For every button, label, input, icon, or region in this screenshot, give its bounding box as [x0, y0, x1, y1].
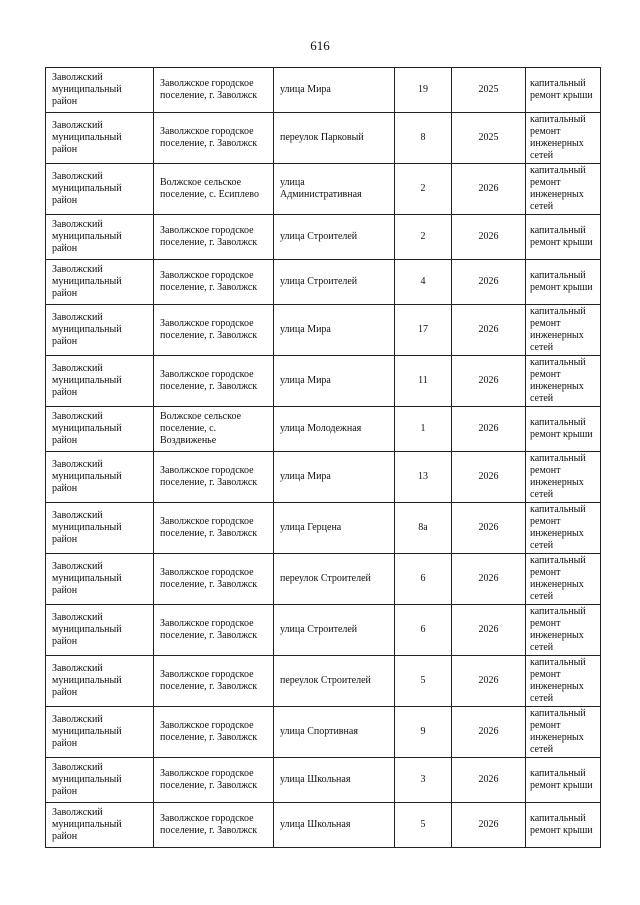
- street-cell: улица Школьная: [274, 803, 395, 848]
- settlement-cell: Заволжское городское поселение, г. Заволжск: [154, 260, 274, 305]
- street-cell: улица Мира: [274, 305, 395, 356]
- district-cell: Заволжский муниципальный район: [46, 215, 154, 260]
- district-cell: Заволжский муниципальный район: [46, 452, 154, 503]
- year-cell: 2026: [452, 215, 526, 260]
- district-cell: Заволжский муниципальный район: [46, 260, 154, 305]
- year-cell: 2026: [452, 407, 526, 452]
- table-row: [46, 605, 601, 656]
- settlement-cell: Заволжское городское поселение, г. Заволжск: [154, 803, 274, 848]
- district-cell: Заволжский муниципальный район: [46, 758, 154, 803]
- settlement-cell: Заволжское городское поселение, г. Заволжск: [154, 656, 274, 707]
- district-cell: Заволжский муниципальный район: [46, 68, 154, 113]
- work-type-cell: капитальный ремонт инженерных сетей: [526, 164, 601, 215]
- table-row: [46, 305, 601, 356]
- district-cell: Заволжский муниципальный район: [46, 656, 154, 707]
- work-type-cell: капитальный ремонт инженерных сетей: [526, 305, 601, 356]
- settlement-cell: Заволжское городское поселение, г. Заволжск: [154, 554, 274, 605]
- settlement-cell: Заволжское городское поселение, г. Заволжск: [154, 758, 274, 803]
- work-type-cell: капитальный ремонт крыши: [526, 260, 601, 305]
- work-type-cell: капитальный ремонт инженерных сетей: [526, 113, 601, 164]
- table-row: [46, 68, 601, 113]
- street-cell: улица Строителей: [274, 260, 395, 305]
- district-cell: Заволжский муниципальный район: [46, 803, 154, 848]
- work-type-cell: капитальный ремонт инженерных сетей: [526, 707, 601, 758]
- table-row: [46, 452, 601, 503]
- year-cell: 2026: [452, 305, 526, 356]
- table-row: [46, 758, 601, 803]
- table-row: [46, 707, 601, 758]
- house-number-cell: 4: [395, 260, 452, 305]
- district-cell: Заволжский муниципальный район: [46, 164, 154, 215]
- year-cell: 2025: [452, 113, 526, 164]
- district-cell: Заволжский муниципальный район: [46, 503, 154, 554]
- street-cell: улица Административная: [274, 164, 395, 215]
- work-type-cell: капитальный ремонт крыши: [526, 215, 601, 260]
- district-cell: Заволжский муниципальный район: [46, 407, 154, 452]
- year-cell: 2026: [452, 260, 526, 305]
- table-body: [46, 68, 601, 848]
- settlement-cell: Заволжское городское поселение, г. Заволжск: [154, 305, 274, 356]
- house-number-cell: 1: [395, 407, 452, 452]
- street-cell: переулок Строителей: [274, 656, 395, 707]
- district-cell: Заволжский муниципальный район: [46, 707, 154, 758]
- house-number-cell: 19: [395, 68, 452, 113]
- street-cell: улица Мира: [274, 356, 395, 407]
- table-row: [46, 503, 601, 554]
- table-row: [46, 260, 601, 305]
- settlement-cell: Заволжское городское поселение, г. Заволжск: [154, 503, 274, 554]
- house-number-cell: 5: [395, 803, 452, 848]
- year-cell: 2026: [452, 554, 526, 605]
- repair-schedule-table: [45, 67, 601, 848]
- settlement-cell: Заволжское городское поселение, г. Заволжск: [154, 707, 274, 758]
- street-cell: переулок Парковый: [274, 113, 395, 164]
- street-cell: улица Строителей: [274, 605, 395, 656]
- work-type-cell: капитальный ремонт инженерных сетей: [526, 503, 601, 554]
- table-row: [46, 113, 601, 164]
- district-cell: Заволжский муниципальный район: [46, 356, 154, 407]
- district-cell: Заволжский муниципальный район: [46, 113, 154, 164]
- district-cell: Заволжский муниципальный район: [46, 554, 154, 605]
- work-type-cell: капитальный ремонт инженерных сетей: [526, 356, 601, 407]
- house-number-cell: 11: [395, 356, 452, 407]
- table-row: [46, 803, 601, 848]
- district-cell: Заволжский муниципальный район: [46, 305, 154, 356]
- work-type-cell: капитальный ремонт инженерных сетей: [526, 554, 601, 605]
- year-cell: 2026: [452, 803, 526, 848]
- year-cell: 2026: [452, 452, 526, 503]
- settlement-cell: Волжское сельское поселение, с. Воздвиженье: [154, 407, 274, 452]
- settlement-cell: Заволжское городское поселение, г. Заволжск: [154, 452, 274, 503]
- work-type-cell: капитальный ремонт крыши: [526, 803, 601, 848]
- work-type-cell: капитальный ремонт крыши: [526, 68, 601, 113]
- year-cell: 2026: [452, 656, 526, 707]
- table-row: [46, 656, 601, 707]
- settlement-cell: Заволжское городское поселение, г. Заволжск: [154, 605, 274, 656]
- work-type-cell: капитальный ремонт крыши: [526, 407, 601, 452]
- street-cell: улица Школьная: [274, 758, 395, 803]
- street-cell: улица Спортивная: [274, 707, 395, 758]
- table-row: [46, 554, 601, 605]
- settlement-cell: Заволжское городское поселение, г. Заволжск: [154, 113, 274, 164]
- house-number-cell: 8: [395, 113, 452, 164]
- settlement-cell: Заволжское городское поселение, г. Заволжск: [154, 356, 274, 407]
- year-cell: 2026: [452, 707, 526, 758]
- house-number-cell: 9: [395, 707, 452, 758]
- year-cell: 2025: [452, 68, 526, 113]
- year-cell: 2026: [452, 356, 526, 407]
- work-type-cell: капитальный ремонт крыши: [526, 758, 601, 803]
- street-cell: улица Мира: [274, 452, 395, 503]
- house-number-cell: 6: [395, 554, 452, 605]
- table-row: [46, 215, 601, 260]
- settlement-cell: Волжское сельское поселение, с. Есиплево: [154, 164, 274, 215]
- house-number-cell: 8а: [395, 503, 452, 554]
- year-cell: 2026: [452, 605, 526, 656]
- house-number-cell: 13: [395, 452, 452, 503]
- year-cell: 2026: [452, 758, 526, 803]
- house-number-cell: 2: [395, 164, 452, 215]
- street-cell: улица Молодежная: [274, 407, 395, 452]
- table-row: [46, 164, 601, 215]
- street-cell: улица Строителей: [274, 215, 395, 260]
- table-row: [46, 356, 601, 407]
- house-number-cell: 5: [395, 656, 452, 707]
- house-number-cell: 3: [395, 758, 452, 803]
- work-type-cell: капитальный ремонт инженерных сетей: [526, 605, 601, 656]
- house-number-cell: 6: [395, 605, 452, 656]
- settlement-cell: Заволжское городское поселение, г. Заволжск: [154, 68, 274, 113]
- work-type-cell: капитальный ремонт инженерных сетей: [526, 452, 601, 503]
- work-type-cell: капитальный ремонт инженерных сетей: [526, 656, 601, 707]
- house-number-cell: 17: [395, 305, 452, 356]
- settlement-cell: Заволжское городское поселение, г. Заволжск: [154, 215, 274, 260]
- street-cell: улица Герцена: [274, 503, 395, 554]
- year-cell: 2026: [452, 503, 526, 554]
- page-number: 616: [310, 38, 330, 53]
- year-cell: 2026: [452, 164, 526, 215]
- street-cell: переулок Строителей: [274, 554, 395, 605]
- house-number-cell: 2: [395, 215, 452, 260]
- street-cell: улица Мира: [274, 68, 395, 113]
- district-cell: Заволжский муниципальный район: [46, 605, 154, 656]
- table-row: [46, 407, 601, 452]
